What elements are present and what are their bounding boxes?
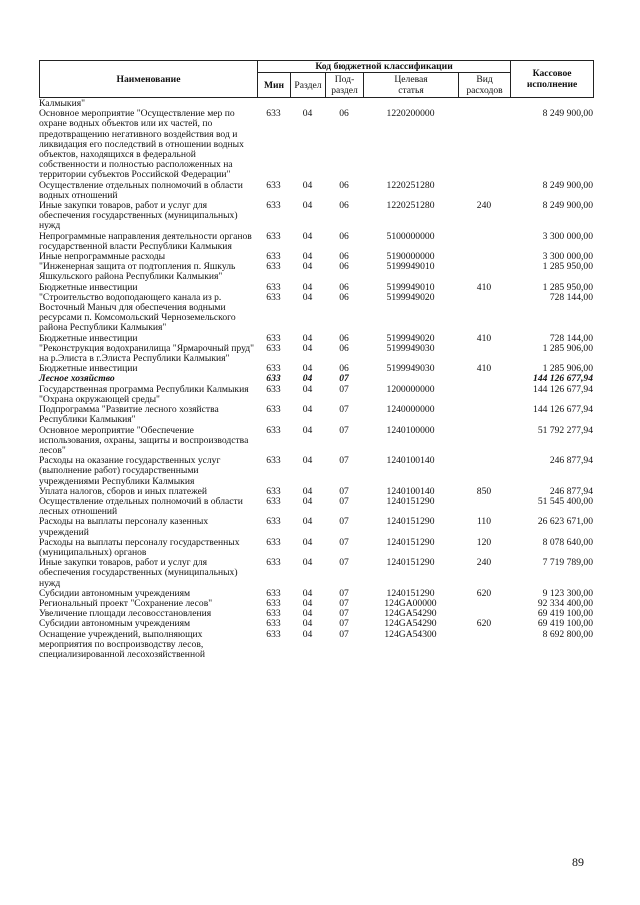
cell-podrazdel: 07 [339, 608, 349, 620]
cell-razdel: 04 [302, 618, 313, 630]
cell-celevaya: 1220251280 [386, 200, 435, 212]
cell-amount: 246 877,94 [549, 455, 593, 467]
cell-amount: 8 249 900,00 [542, 108, 593, 120]
cell-vid [458, 109, 510, 180]
cell-amount: 69 419 100,00 [537, 618, 593, 630]
cell-razdel: 04 [302, 455, 313, 467]
cell-celevaya: 1240151290 [386, 516, 435, 528]
cell-razdel: 04 [302, 251, 313, 263]
cell-min: 633 [266, 618, 281, 630]
cell-celevaya: 5199949020 [386, 291, 435, 303]
cell-name: Государственная программа Республики Калмыкия "Охрана окружающей среды" [39, 383, 249, 405]
cell-celevaya: 124GA00000 [384, 597, 437, 609]
cell-min: 633 [266, 281, 281, 293]
cell-amount: 144 126 677,94 [533, 404, 593, 416]
cell-podrazdel: 07 [339, 404, 349, 416]
table-row [39, 181, 593, 201]
cell-celevaya: 5199949030 [386, 363, 435, 375]
cell-min: 633 [266, 536, 281, 548]
cell-amount: 728 144,00 [549, 291, 593, 303]
cell-celevaya: 1240151290 [386, 536, 435, 548]
table-row [39, 293, 593, 334]
cell-vid: 410 [476, 332, 492, 344]
cell-celevaya: 5190000000 [386, 251, 435, 263]
header-razdel: Раздел [291, 73, 326, 98]
cell-amount: 92 334 400,00 [537, 597, 593, 609]
cell-vid: 850 [476, 485, 492, 497]
cell-celevaya: 124GA54290 [384, 618, 437, 630]
cell-celevaya: 1240100140 [386, 485, 435, 497]
cell-name: Иные непрограммные расходы [39, 251, 166, 263]
cell-vid [458, 630, 510, 661]
table-row [39, 517, 593, 537]
cell-podrazdel: 07 [339, 536, 349, 548]
cell-name: Калмыкия" [39, 98, 86, 109]
cell-min: 633 [266, 251, 281, 263]
cell-min: 633 [266, 455, 281, 467]
table-row [39, 385, 593, 405]
cell-min: 633 [266, 516, 281, 528]
cell-podrazdel: 07 [339, 424, 349, 436]
cell-razdel: 04 [302, 587, 313, 599]
cell-razdel: 04 [302, 261, 313, 273]
cell-amount: 3 300 000,00 [542, 230, 593, 242]
cell-name: Бюджетные инвестиции [39, 332, 138, 344]
cell-name: Расходы на выплаты персоналу казенных учреждений [39, 516, 209, 538]
cell-amount: 1 285 906,00 [542, 342, 593, 354]
cell-razdel: 04 [302, 332, 313, 344]
cell-vid [458, 456, 510, 487]
page-number: 89 [572, 855, 584, 869]
cell-min: 633 [266, 291, 281, 303]
cell-razdel: 04 [302, 230, 313, 242]
header-vid: Вид расходов [459, 73, 511, 98]
cell-amount: 1 285 950,00 [542, 261, 593, 273]
cell-amount: 3 300 000,00 [542, 251, 593, 263]
cell-podrazdel: 06 [339, 281, 349, 293]
table-row [39, 630, 593, 661]
cell-name: Лесное хозяйство [39, 373, 115, 385]
header-min: Мин [258, 73, 291, 98]
cell-celevaya: 5100000000 [386, 230, 435, 242]
cell-vid [458, 252, 510, 262]
cell-celevaya: 1200000000 [386, 383, 435, 395]
cell-min: 633 [266, 597, 281, 609]
cell-razdel: 04 [302, 200, 313, 212]
cell-razdel: 04 [302, 424, 313, 436]
cell-podrazdel: 06 [339, 108, 349, 120]
header-podrazdel: Под- раздел [326, 73, 364, 98]
cell-min: 633 [266, 261, 281, 273]
cell-amount: 1 285 906,00 [542, 363, 593, 375]
cell-min: 633 [266, 557, 281, 569]
cell-razdel: 04 [302, 485, 313, 497]
cell-razdel: 04 [302, 373, 313, 385]
cell-celevaya: 5199949030 [386, 342, 435, 354]
cell-vid: 620 [476, 618, 492, 630]
header-kassa: Кассовое исполнение [511, 61, 594, 98]
cell-name: Основное мероприятие "Осуществление мер по охране водных объектов или их частей, по предотвращению негативного воздействия вод и ликвидация его последствий в отношении водных объектов, находящихся в федеральной собственности и полностью расположенных на территории субъектов Российской Федерации" [39, 108, 244, 181]
cell-razdel: 04 [302, 404, 313, 416]
cell-min: 633 [266, 230, 281, 242]
cell-name: Уплата налогов, сборов и иных платежей [39, 485, 208, 497]
cell-vid [458, 426, 510, 457]
cell-amount: 144 126 677,94 [533, 373, 593, 385]
cell-name: "Строительство водоподающего канала из р. Восточный Маныч для обеспечения водными ресурсами п. Комсомольский Черноземельского района Республики Калмыкия" [39, 291, 236, 334]
cell-min: 633 [266, 108, 281, 120]
cell-amount: 9 123 300,00 [542, 587, 593, 599]
cell-name: Расходы на выплаты персоналу государственных (муниципальных) органов [39, 536, 240, 558]
cell-razdel: 04 [302, 363, 313, 375]
cell-podrazdel: 06 [339, 179, 349, 191]
cell-min: 633 [266, 424, 281, 436]
cell-razdel: 04 [302, 179, 313, 191]
cell-min: 633 [266, 587, 281, 599]
cell-min: 633 [266, 179, 281, 191]
cell-name: "Реконструкция водохранилища "Ярмарочный пруд" на р.Элиста в г.Элиста Республики Калмыкия" [39, 342, 255, 365]
cell-vid [458, 405, 510, 425]
cell-celevaya: 124GA54290 [384, 608, 437, 620]
cell-podrazdel: 07 [339, 495, 349, 507]
cell-podrazdel: 06 [339, 363, 349, 375]
cell-amount: 8 249 900,00 [542, 200, 593, 212]
cell-min: 633 [266, 383, 281, 395]
table-row [39, 262, 593, 282]
cell-name: Подпрограмма "Развитие лесного хозяйства Республики Калмыкия" [39, 404, 219, 426]
cell-podrazdel: 07 [339, 373, 349, 385]
cell-razdel: 04 [302, 536, 313, 548]
table-row [39, 109, 593, 180]
cell-celevaya: 1240000000 [386, 404, 435, 416]
cell-celevaya: 1220251280 [386, 179, 435, 191]
cell-podrazdel: 06 [339, 291, 349, 303]
cell-razdel: 04 [302, 516, 313, 528]
cell-vid [458, 374, 510, 384]
cell-celevaya: 124GA54300 [384, 628, 437, 640]
cell-celevaya: 1240151290 [386, 495, 435, 507]
cell-celevaya: 1220200000 [386, 108, 435, 120]
cell-razdel: 04 [302, 628, 313, 640]
cell-podrazdel: 06 [339, 230, 349, 242]
table-row [39, 558, 593, 589]
cell-podrazdel: 07 [339, 597, 349, 609]
cell-name: Расходы на оказание государственных услуг (выполнение работ) государственными учреждениями Республики Калмыкия [39, 455, 221, 487]
cell-vid [458, 181, 510, 201]
header-code-group: Код бюджетной классификации [258, 61, 511, 73]
cell-vid [458, 599, 510, 609]
cell-name: Оснащение учреждений, выполняющих мероприятия по воспроизводству лесов, специализированной лесохозяйственной [39, 628, 206, 660]
cell-podrazdel: 07 [339, 383, 349, 395]
cell-celevaya: 5199949010 [386, 281, 435, 293]
cell-razdel: 04 [302, 281, 313, 293]
table-row [39, 497, 593, 517]
cell-name: Осуществление отдельных полномочий в области водных отношений [39, 179, 243, 201]
table-row [39, 232, 593, 252]
cell-razdel: 04 [302, 108, 313, 120]
table-row [39, 405, 593, 425]
cell-podrazdel: 06 [339, 261, 349, 273]
cell-amount: 69 419 100,00 [537, 608, 593, 620]
cell-amount: 8 692 800,00 [542, 628, 593, 640]
cell-razdel: 04 [302, 383, 313, 395]
table-row [39, 538, 593, 558]
cell-vid [458, 99, 510, 109]
cell-vid: 120 [476, 536, 492, 548]
budget-table-sheet [39, 60, 593, 660]
header-name: Наименование [40, 61, 258, 98]
cell-vid: 620 [476, 587, 492, 599]
cell-razdel: 04 [302, 495, 313, 507]
cell-amount: 8 078 640,00 [542, 536, 593, 548]
cell-min: 633 [266, 628, 281, 640]
table-row [39, 456, 593, 487]
cell-min: 633 [266, 485, 281, 497]
cell-celevaya: 1240151290 [386, 557, 435, 569]
cell-razdel: 04 [302, 291, 313, 303]
cell-vid: 240 [476, 200, 492, 212]
cell-podrazdel: 07 [339, 455, 349, 467]
cell-vid [458, 293, 510, 334]
cell-amount: 1 285 950,00 [542, 281, 593, 293]
cell-celevaya: 1240100000 [386, 424, 435, 436]
cell-name: Непрограммные направления деятельности органов государственной власти Республики Калмыкия [39, 230, 252, 252]
cell-podrazdel: 06 [339, 200, 349, 212]
cell-name: Основное мероприятие "Обеспечение использования, охраны, защиты и воспроизводства лесов" [39, 424, 249, 456]
cell-podrazdel: 07 [339, 485, 349, 497]
cell-vid: 410 [476, 281, 492, 293]
cell-amount: 7 719 789,00 [542, 557, 593, 569]
cell-name: Субсидии автономным учреждениям [39, 618, 191, 630]
cell-name: "Инженерная защита от подтопления п. Яшкуль Яшкульского района Республики Калмыкия" [39, 261, 236, 283]
header-celevaya: Целевая статья [364, 73, 459, 98]
cell-min: 633 [266, 373, 281, 385]
cell-vid [458, 497, 510, 517]
cell-podrazdel: 07 [339, 516, 349, 528]
cell-razdel: 04 [302, 342, 313, 354]
table-header [39, 60, 594, 98]
cell-amount: 144 126 677,94 [533, 383, 593, 395]
table-body [39, 99, 593, 660]
cell-podrazdel: 06 [339, 251, 349, 263]
cell-min: 633 [266, 404, 281, 416]
cell-vid: 240 [476, 557, 492, 569]
cell-vid [458, 232, 510, 252]
cell-vid [458, 262, 510, 282]
table-row [39, 201, 593, 232]
cell-vid: 410 [476, 363, 492, 375]
cell-podrazdel: 07 [339, 628, 349, 640]
cell-amount: 51 792 277,94 [537, 424, 593, 436]
cell-celevaya: 5199949020 [386, 332, 435, 344]
cell-name: Бюджетные инвестиции [39, 281, 138, 293]
cell-name: Увеличение площади лесовосстановления [39, 608, 212, 620]
cell-razdel: 04 [302, 557, 313, 569]
cell-podrazdel: 07 [339, 587, 349, 599]
cell-name: Субсидии автономным учреждениям [39, 587, 191, 599]
cell-podrazdel: 06 [339, 332, 349, 344]
cell-amount: 26 623 671,00 [537, 516, 593, 528]
cell-name: Осуществление отдельных полномочий в области лесных отношений [39, 495, 243, 518]
cell-amount: 8 249 900,00 [542, 179, 593, 191]
cell-podrazdel: 07 [339, 557, 349, 569]
cell-amount: 728 144,00 [549, 332, 593, 344]
cell-podrazdel: 06 [339, 342, 349, 354]
cell-vid [458, 385, 510, 405]
cell-vid: 110 [476, 516, 492, 528]
cell-name: Иные закупки товаров, работ и услуг для обеспечения государственных (муниципальных) нужд [39, 200, 238, 232]
cell-min: 633 [266, 495, 281, 507]
cell-name: Региональный проект "Сохранение лесов" [39, 597, 213, 609]
cell-celevaya: 1240151290 [386, 587, 435, 599]
cell-razdel: 04 [302, 608, 313, 620]
table-row [39, 344, 593, 364]
cell-min: 633 [266, 332, 281, 344]
cell-amount: 246 877,94 [549, 485, 593, 497]
cell-name: Иные закупки товаров, работ и услуг для обеспечения государственных (муниципальных) нужд [39, 557, 238, 589]
cell-celevaya: 1240100140 [386, 455, 435, 467]
cell-min: 633 [266, 342, 281, 354]
table-row [39, 426, 593, 457]
cell-min: 633 [266, 608, 281, 620]
cell-vid [458, 344, 510, 364]
table-row [39, 364, 593, 374]
cell-razdel: 04 [302, 597, 313, 609]
cell-name: Бюджетные инвестиции [39, 363, 138, 375]
cell-celevaya: 5199949010 [386, 261, 435, 273]
cell-min: 633 [266, 200, 281, 212]
cell-min: 633 [266, 363, 281, 375]
cell-amount: 51 545 400,00 [537, 495, 593, 507]
cell-podrazdel: 07 [339, 618, 349, 630]
